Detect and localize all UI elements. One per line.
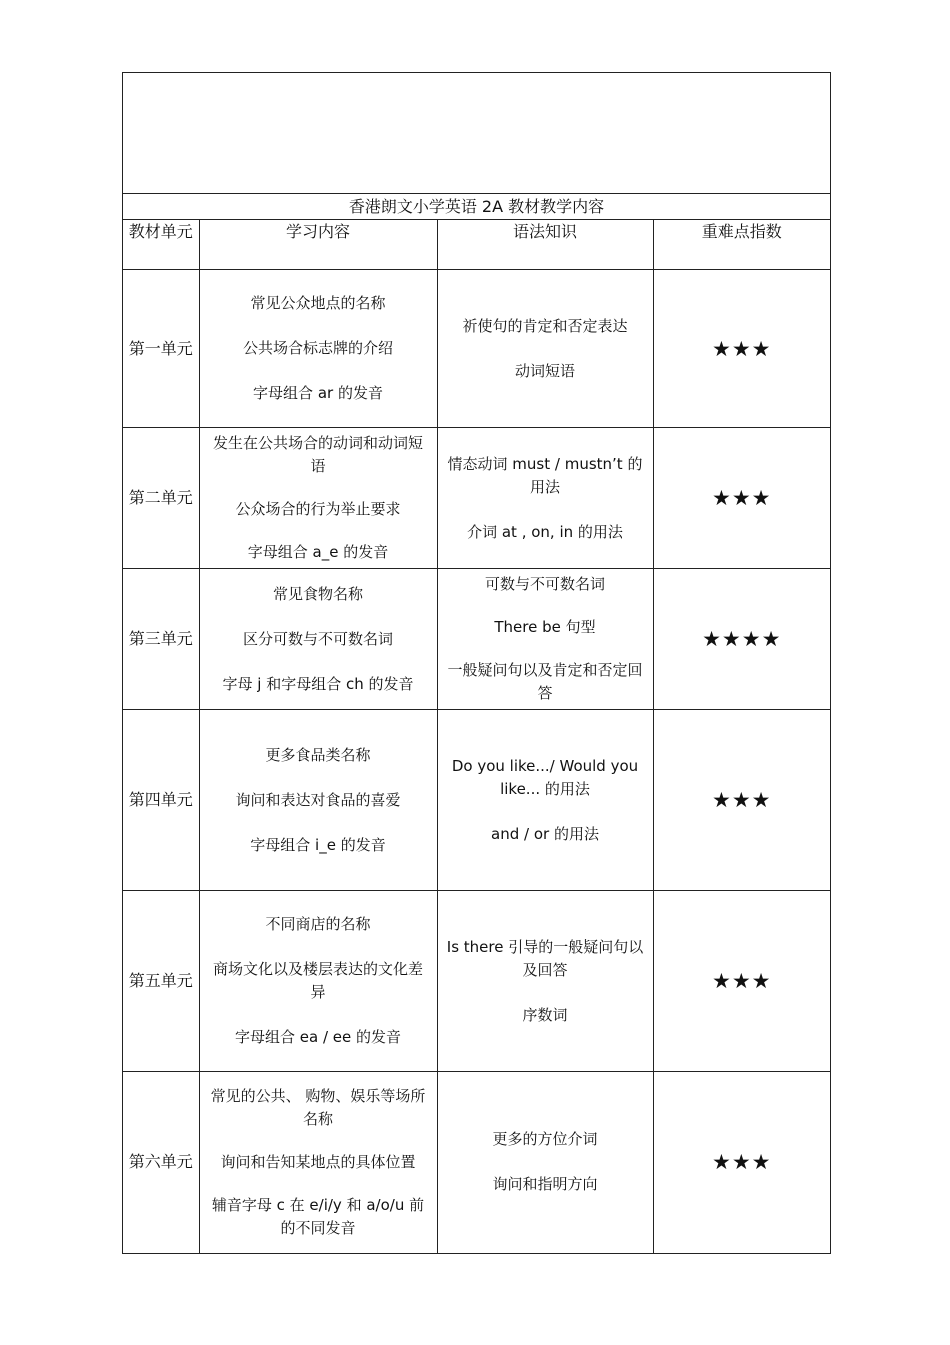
- table-header-row: [123, 220, 830, 270]
- content-line: 常见的公共、 购物、娱乐等场所名称: [210, 1086, 426, 1128]
- table-row: [123, 891, 830, 1072]
- content-line: 商场文化以及楼层表达的文化差异: [212, 960, 423, 1001]
- unit-name: 第六单元: [123, 1072, 199, 1253]
- grammar-line: Is there 引导的一般疑问句以及回答: [446, 937, 644, 979]
- content-line: 辅音字母 c 在 e/i/y 和 a/o/u 前的不同发音: [211, 1195, 425, 1237]
- content-line: 询问和告知某地点的具体位置: [220, 1152, 416, 1171]
- grammar-line: 更多的方位介词: [492, 1130, 598, 1149]
- grammar-line: 情态动词 must / mustn’t 的用法: [447, 454, 643, 496]
- unit-name: 第一单元: [123, 270, 199, 428]
- content-line: 字母组合 ar 的发音: [253, 384, 383, 402]
- header-content: 学习内容: [199, 220, 437, 270]
- table-row: [123, 270, 830, 428]
- content-line: 不同商店的名称: [265, 915, 371, 933]
- content-line: 公众场合的行为举止要求: [235, 500, 401, 518]
- grammar-line: 可数与不可数名词: [484, 575, 605, 593]
- difficulty-stars: ★★★: [653, 710, 830, 891]
- content-line: 字母组合 i_e 的发音: [250, 835, 386, 854]
- difficulty-stars: ★★★★: [653, 569, 830, 710]
- difficulty-stars: ★★★: [653, 270, 830, 428]
- difficulty-stars: ★★★: [653, 891, 830, 1072]
- difficulty-stars: ★★★: [653, 428, 830, 569]
- header-unit: 教材单元: [123, 220, 199, 270]
- table-row: [123, 428, 830, 569]
- blank-header-area: [123, 73, 830, 194]
- grammar-line: 一般疑问句以及肯定和否定回答: [447, 661, 643, 702]
- header-grammar: 语法知识: [437, 220, 653, 270]
- grammar-cell: [437, 891, 653, 1072]
- content-line: 字母 j 和字母组合 ch 的发音: [222, 674, 414, 693]
- content-line: 询问和表达对食品的喜爱: [235, 790, 401, 809]
- table-row: [123, 1072, 830, 1253]
- grammar-line: 询问和指明方向: [492, 1175, 598, 1194]
- grammar-cell: [437, 270, 653, 428]
- grammar-line: 祈使句的肯定和否定表达: [462, 316, 628, 335]
- grammar-line: and / or 的用法: [491, 824, 599, 843]
- grammar-line: 序数词: [522, 1005, 568, 1024]
- grammar-cell: [437, 710, 653, 891]
- content-cell: [199, 891, 437, 1072]
- content-cell: [199, 270, 437, 428]
- table-row: [123, 710, 830, 891]
- content-line: 字母组合 ea / ee 的发音: [234, 1028, 401, 1046]
- curriculum-sheet: [122, 72, 831, 1254]
- grammar-cell: [437, 1072, 653, 1253]
- grammar-line: 介词 at , on, in 的用法: [467, 522, 623, 541]
- curriculum-table: [123, 194, 830, 1253]
- content-cell: [199, 428, 437, 569]
- unit-name: 第二单元: [123, 428, 199, 569]
- content-line: 发生在公共场合的动词和动词短语: [212, 434, 423, 475]
- content-line: 公共场合标志牌的介绍: [242, 339, 393, 357]
- content-cell: [199, 1072, 437, 1253]
- grammar-line: 动词短语: [514, 361, 575, 380]
- content-line: 区分可数与不可数名词: [242, 629, 393, 648]
- header-difficulty: 重难点指数: [653, 220, 830, 270]
- content-line: 字母组合 a_e 的发音: [247, 543, 389, 561]
- content-cell: [199, 710, 437, 891]
- unit-name: 第四单元: [123, 710, 199, 891]
- content-cell: [199, 569, 437, 710]
- table-row: [123, 569, 830, 710]
- unit-name: 第三单元: [123, 569, 199, 710]
- table-title-row: [123, 194, 830, 220]
- content-line: 常见食物名称: [272, 584, 363, 603]
- grammar-line: Do you like.../ Would you like... 的用法: [451, 756, 639, 798]
- grammar-cell: [437, 569, 653, 710]
- grammar-cell: [437, 428, 653, 569]
- table-title: 香港朗文小学英语 2A 教材教学内容: [123, 194, 830, 220]
- unit-name: 第五单元: [123, 891, 199, 1072]
- content-line: 更多食品类名称: [265, 745, 371, 764]
- grammar-line: There be 句型: [494, 618, 596, 636]
- difficulty-stars: ★★★: [653, 1072, 830, 1253]
- content-line: 常见公众地点的名称: [250, 294, 386, 312]
